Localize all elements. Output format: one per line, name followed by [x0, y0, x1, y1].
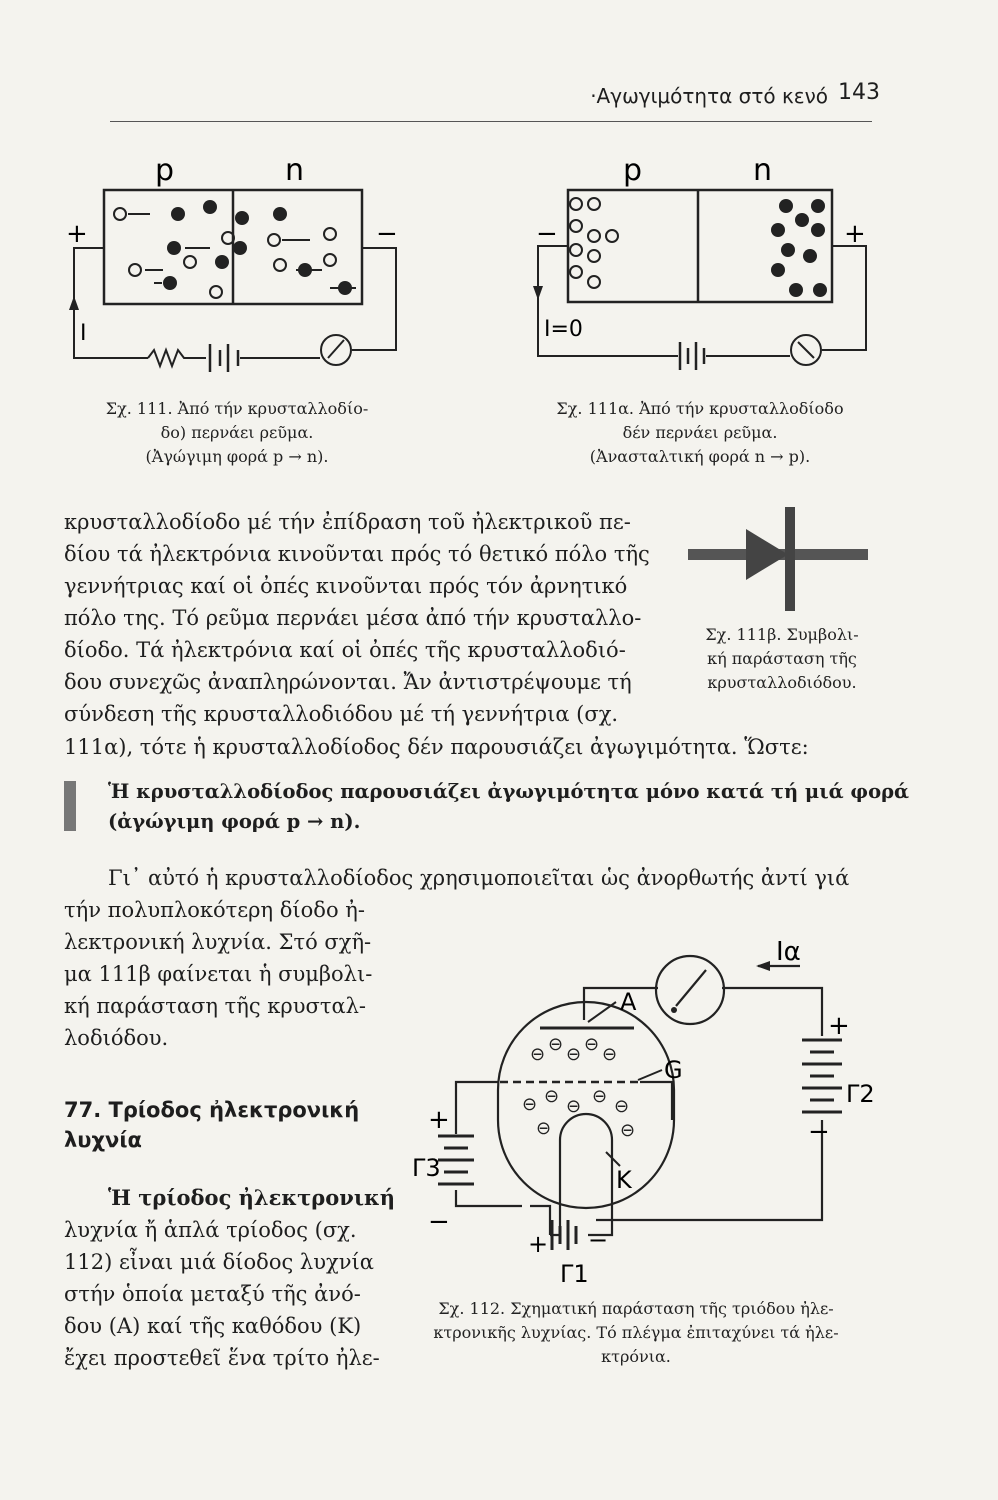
current-arrow-icon: [533, 286, 543, 300]
section-heading-line-2: λυχνία: [64, 1128, 142, 1152]
current-arrow-icon: [756, 961, 770, 971]
svg-text:⊖: ⊖: [592, 1086, 608, 1107]
label-cathode: K: [616, 1166, 632, 1194]
svg-text:⊖: ⊖: [566, 1096, 582, 1117]
svg-text:⊖: ⊖: [548, 1034, 564, 1055]
battery-g2-icon: [802, 1040, 842, 1112]
battery-icon: [680, 342, 704, 370]
label-g2: Γ2: [846, 1080, 875, 1108]
plus-g1: +: [528, 1230, 549, 1258]
figure-112-caption: Σχ. 112. Σχηματική παράσταση τῆς τριόδου ἠλε- κτρονικῆς λυχνίας. Τό πλέγμα ἐπιταχύνει τά ἠλε- κτρόνια.: [433, 1299, 839, 1366]
plus-sign: +: [66, 219, 88, 249]
minus-sign: −: [376, 219, 398, 249]
label-anode: A: [620, 988, 637, 1016]
holes: [570, 198, 618, 288]
plus-sign: +: [844, 219, 866, 249]
electrons: [771, 199, 827, 297]
label-n: n: [753, 153, 773, 188]
svg-text:⊖: ⊖: [602, 1044, 618, 1065]
label-ia: Iα: [776, 937, 801, 967]
svg-text:⊖: ⊖: [620, 1120, 636, 1141]
svg-text:⊖: ⊖: [566, 1044, 582, 1065]
current-label: I=0: [544, 317, 583, 342]
figure-112-triode-diagram: [410, 930, 875, 1290]
svg-text:⊖: ⊖: [544, 1086, 560, 1107]
figure-111a-diagram: [528, 150, 878, 390]
svg-text:⊖: ⊖: [536, 1118, 552, 1139]
svg-text:⊖: ⊖: [522, 1094, 538, 1115]
battery-g3-icon: [438, 1136, 474, 1184]
right-wire: [822, 246, 866, 350]
svg-text:⊖: ⊖: [530, 1044, 546, 1065]
plus-g2: +: [828, 1011, 850, 1041]
minus-sign: −: [536, 219, 558, 249]
svg-text:⊖: ⊖: [614, 1096, 630, 1117]
minus-g1: −: [588, 1226, 609, 1254]
minus-g2: −: [808, 1117, 830, 1147]
label-n: n: [285, 153, 305, 188]
header-rule: [110, 121, 872, 122]
figure-111a-caption: Σχ. 111α. Ἀπό τήν κρυσταλλοδίοδο δέν περνάει ρεῦμα. (Ἀνασταλτική φορά n → p).: [556, 399, 844, 466]
label-p: p: [623, 153, 643, 188]
minus-g3: −: [428, 1207, 450, 1237]
right-wire: [352, 248, 396, 350]
figure-111-caption: Σχ. 111. Ἀπό τήν κρυσταλλοδίο- δο) περνάει ρεῦμα. (Ἀγώγιμη φορά p → n).: [105, 399, 369, 466]
battery-icon: [210, 344, 238, 372]
page-number: 143: [838, 80, 880, 105]
figure-111-diagram: [60, 150, 410, 390]
figure-111b-diode-symbol: [684, 505, 874, 620]
section-heading-line-1: 77. Τρίοδος ἠλεκτρονική: [64, 1098, 360, 1122]
label-g3: Γ3: [412, 1154, 441, 1182]
label-g1: Γ1: [560, 1260, 589, 1288]
current-label: I: [80, 321, 87, 346]
electron-icons: [522, 1034, 635, 1141]
figure-111b-caption: Σχ. 111β. Συμβολι- κή παράσταση τῆς κρυσταλλοδιόδου.: [705, 625, 859, 692]
label-p: p: [155, 153, 175, 188]
running-title: ·Αγωγιμότητα στό κενό: [590, 84, 828, 108]
highlight-bar: [64, 781, 76, 831]
current-arrow-icon: [69, 296, 79, 310]
svg-text:⊖: ⊖: [584, 1034, 600, 1055]
plus-g3: +: [428, 1105, 450, 1135]
label-grid: G: [664, 1056, 683, 1084]
resistor-icon: [148, 350, 206, 366]
